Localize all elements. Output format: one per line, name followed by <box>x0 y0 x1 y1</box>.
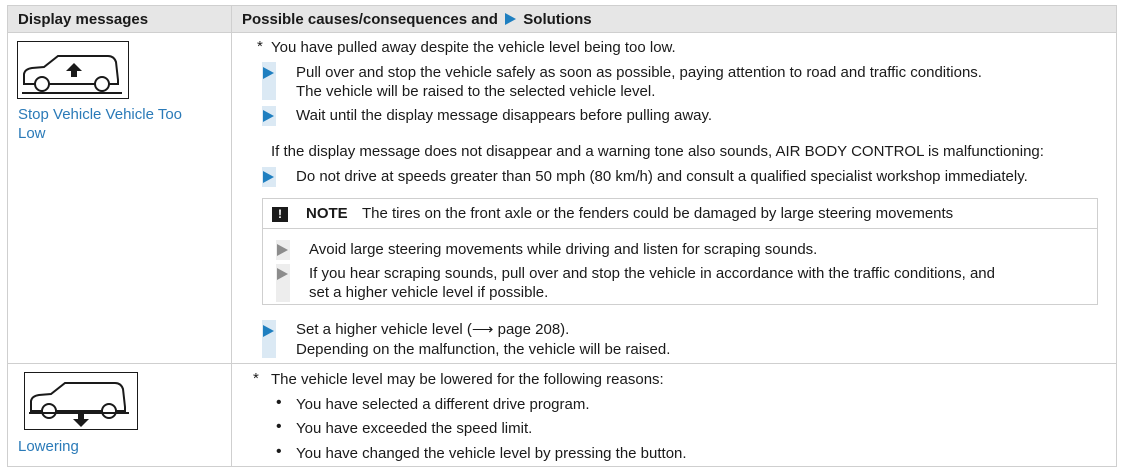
solution-step-marker <box>262 167 276 187</box>
reason-3: You have changed the vehicle level by pressing the button. <box>296 445 687 462</box>
column-divider <box>231 6 232 466</box>
bullet-marker: • <box>276 443 282 460</box>
bullet-marker: • <box>276 418 282 435</box>
vehicle-level-lower-icon <box>24 372 138 430</box>
step-1-line-1: Pull over and stop the vehicle safely as soon as possible, paying attention to road and traffic conditions. <box>296 64 982 81</box>
header-display-messages: Display messages <box>18 11 149 28</box>
cause-text: You have pulled away despite the vehicle level being too low. <box>271 39 676 56</box>
note-label: NOTE <box>306 205 348 222</box>
solution-step-marker <box>262 62 276 100</box>
warning-icon: ! <box>272 207 288 222</box>
table-header <box>8 6 1116 33</box>
step-1-line-2: The vehicle will be raised to the selected vehicle level. <box>296 83 656 100</box>
vehicle-level-raise-icon <box>17 41 129 99</box>
lowering-cause: The vehicle level may be lowered for the following reasons: <box>271 371 664 388</box>
reason-1: You have selected a different drive program. <box>296 396 590 413</box>
asterisk-marker: * <box>257 38 263 55</box>
note-text: The tires on the front axle or the fenders could be damaged by large steering movements <box>362 205 954 222</box>
message-title-stop-vehicle: Stop Vehicle Vehicle Too Low <box>18 106 183 142</box>
note-step-marker <box>276 264 290 302</box>
step-3: Do not drive at speeds greater than 50 mph (80 km/h) and consult a qualified specialist workshop immediately. <box>296 168 1028 185</box>
header-solutions-label: Solutions <box>523 11 592 28</box>
solution-step-marker <box>262 106 276 126</box>
bullet-marker: • <box>276 394 282 411</box>
header-causes-label: Possible causes/consequences and <box>242 11 498 28</box>
step-4-line-2: Depending on the malfunction, the vehicle will be raised. <box>296 341 671 358</box>
note-item-1: Avoid large steering movements while driving and listen for scraping sounds. <box>309 241 818 258</box>
solution-step-marker <box>262 320 276 358</box>
reason-2: You have exceeded the speed limit. <box>296 420 533 437</box>
header-causes-solutions <box>242 11 592 28</box>
malfunction-condition: If the display message does not disappear and a warning tone also sounds, AIR BODY CONTROL is malfunctioning: <box>271 143 1044 160</box>
solution-arrow-icon <box>505 13 516 25</box>
message-title-lowering: Lowering <box>18 438 79 455</box>
step-4-line-1: Set a higher vehicle level (⟶ page 208). <box>296 321 570 338</box>
note-step-marker <box>276 240 290 260</box>
note-header <box>263 199 1097 229</box>
step-2: Wait until the display message disappears before pulling away. <box>296 107 713 124</box>
asterisk-marker: * <box>253 370 259 387</box>
row-divider <box>8 363 1116 364</box>
note-item-2-line-1: If you hear scraping sounds, pull over and stop the vehicle in accordance with the traffic conditions, and <box>309 265 995 282</box>
note-item-2-line-2: set a higher vehicle level if possible. <box>309 284 549 301</box>
